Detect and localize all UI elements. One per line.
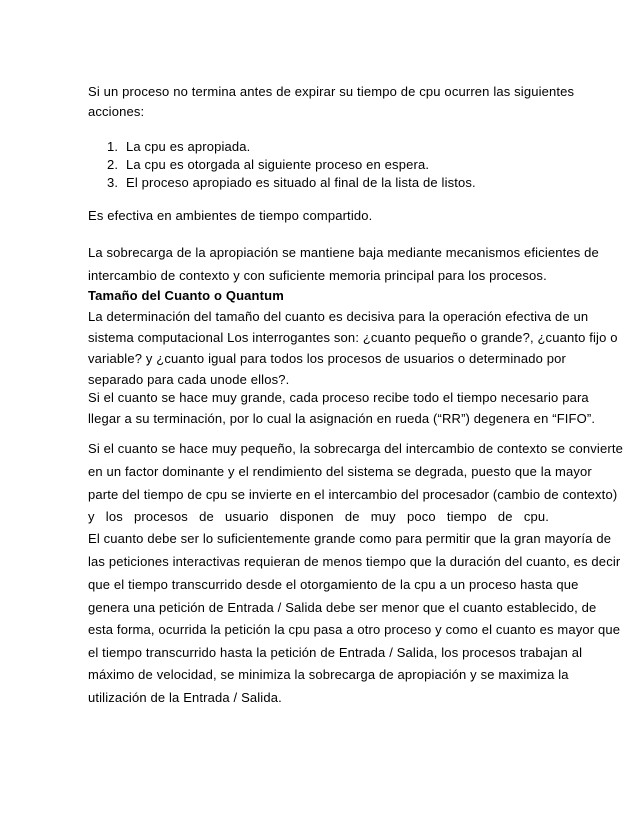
- small-quantum-line: las peticiones interactivas requieran de menos tiempo que la duración del cuanto, es decir: [88, 554, 621, 569]
- list-item: La cpu es apropiada.: [126, 139, 251, 154]
- list-item: La cpu es otorgada al siguiente proceso en espera.: [126, 157, 430, 172]
- overhead-line: La sobrecarga de la apropiación se mantiene baja mediante mecanismos eficientes de: [88, 245, 599, 260]
- small-quantum-line: genera una petición de Entrada / Salida debe ser menor que el cuanto establecido, de: [88, 600, 597, 615]
- determination-line: variable? y ¿cuanto igual para todos los procesos de usuarios o determinado por: [88, 351, 566, 366]
- overhead-line: intercambio de contexto y con suficiente memoria principal para los procesos.: [88, 268, 547, 283]
- list-number: 2.: [107, 157, 119, 172]
- determination-line: separado para cada unode ellos?.: [88, 372, 290, 387]
- determination-line: llegar a su terminación, por lo cual la asignación en rueda (“RR”) degenera en “FIFO”.: [88, 411, 596, 426]
- small-quantum-line: máximo de velocidad, se minimiza la sobrecarga de apropiación y se maximiza la: [88, 667, 569, 682]
- intro-line: acciones:: [88, 104, 145, 119]
- determination-line: La determinación del tamaño del cuanto es decisiva para la operación efectiva de un: [88, 309, 589, 324]
- determination-line: Si el cuanto se hace muy grande, cada proceso recibe todo el tiempo necesario para: [88, 390, 589, 405]
- list-number: 1.: [107, 139, 119, 154]
- small-quantum-line: y los procesos de usuario disponen de muy poco tiempo de cpu.: [88, 509, 549, 524]
- determination-line: sistema computacional Los interrogantes son: ¿cuanto pequeño o grande?, ¿cuanto fijo o: [88, 330, 618, 345]
- section-heading: Tamaño del Cuanto o Quantum: [88, 288, 284, 303]
- intro-line: Si un proceso no termina antes de expirar su tiempo de cpu ocurren las siguientes: [88, 84, 575, 99]
- effective-text: Es efectiva en ambientes de tiempo compartido.: [88, 208, 373, 223]
- small-quantum-line: parte del tiempo de cpu se invierte en el intercambio del procesador (cambio de contexto): [88, 487, 618, 502]
- small-quantum-line: utilización de la Entrada / Salida.: [88, 690, 282, 705]
- list-item: El proceso apropiado es situado al final de la lista de listos.: [126, 175, 476, 190]
- small-quantum-line: Si el cuanto se hace muy pequeño, la sobrecarga del intercambio de contexto se convierte: [88, 441, 623, 456]
- list-number: 3.: [107, 175, 119, 190]
- small-quantum-line: esta forma, ocurrida la petición la cpu pasa a otro proceso y como el cuanto es mayor que: [88, 622, 621, 637]
- small-quantum-line: que el tiempo transcurrido desde el otorgamiento de la cpu a un proceso hasta que: [88, 577, 579, 592]
- small-quantum-line: el tiempo transcurrido hasta la petición de Entrada / Salida, los procesos trabajan al: [88, 645, 583, 660]
- small-quantum-line: El cuanto debe ser lo suficientemente grande como para permitir que la gran mayoría de: [88, 531, 612, 546]
- small-quantum-line: en un factor dominante y el rendimiento del sistema se degrada, puesto que la mayor: [88, 464, 592, 479]
